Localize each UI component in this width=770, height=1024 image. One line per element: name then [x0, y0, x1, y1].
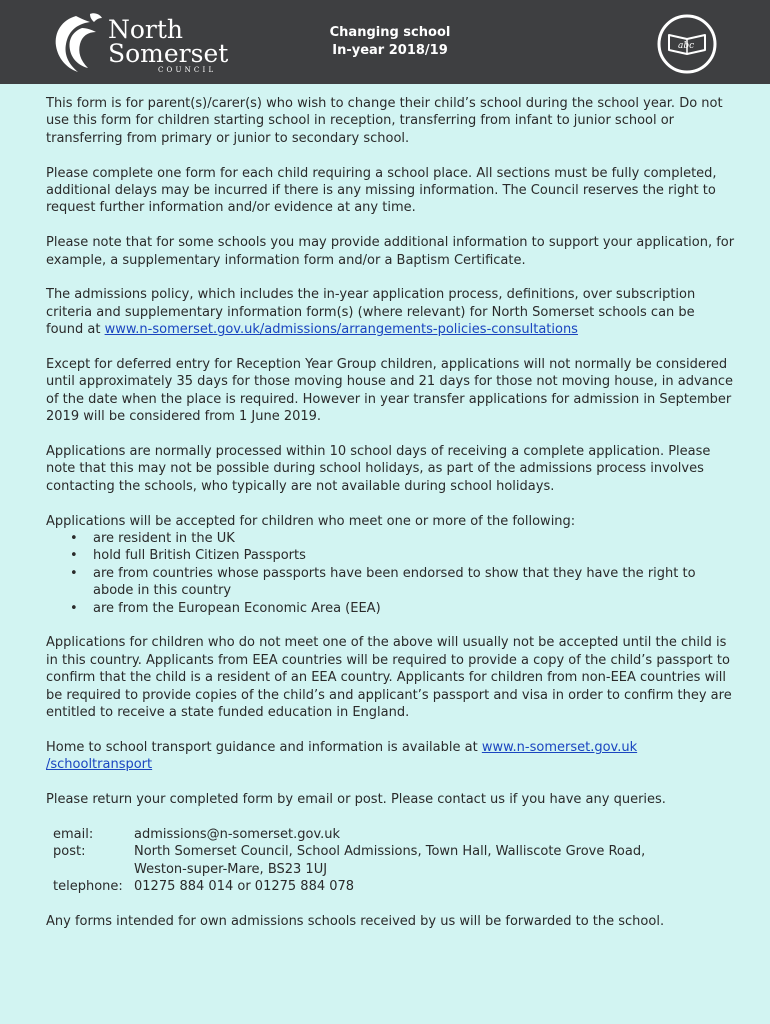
- list-item: • are from countries whose passports have been endorsed to show that they have the right to abode in this country: [46, 565, 736, 600]
- list-item: • are from the European Economic Area (EEA): [46, 600, 736, 617]
- paragraph-admissions-policy: [46, 286, 736, 338]
- post-label: post:: [53, 844, 86, 860]
- transport-link-part2[interactable]: /schooltransport: [46, 757, 153, 773]
- school-book-emblem-icon: [656, 13, 718, 75]
- paragraph-additional-info: Please note that for some schools you may provide additional information to support your application, for example, a supplementary information form and/or a Baptism Certificate.: [46, 235, 735, 268]
- email-label: email:: [53, 826, 94, 842]
- logo-swirl-icon: [46, 10, 108, 76]
- post-address-line1: North Somerset Council, School Admissions, Town Hall, Walliscote Grove Road,: [134, 844, 646, 860]
- paragraph-forwarding: Any forms intended for own admissions schools received by us will be forwarded to the school.: [46, 913, 665, 929]
- paragraph-complete-form: Please complete one form for each child requiring a school place. All sections must be fully completed, additional delays may be incurred if there is any missing information. The Council reserves the right to request further information and/or evidence at any time.: [46, 165, 717, 216]
- form-title-line1: Changing school: [329, 25, 451, 40]
- contact-row-post: [46, 843, 736, 878]
- emblem-text: abc: [678, 41, 695, 51]
- telephone-value: 01275 884 014 or 01275 884 078: [134, 879, 355, 895]
- paragraph-eligibility: Applications will be accepted for children who meet one or more of the following:: [46, 513, 576, 529]
- form-title-line2: In-year 2018/19: [332, 43, 448, 58]
- header-bar: [0, 0, 770, 84]
- transport-text: Home to school transport guidance and information is available at: [46, 739, 482, 755]
- contact-details: [46, 826, 736, 896]
- transport-link-part1[interactable]: www.n-somerset.gov.uk: [481, 739, 638, 755]
- paragraph-non-eligible: Applications for children who do not meet one of the above will usually not be accepted until the child is in this country. Applicants from EEA countries will be required to provide a copy of the child’s passport to confirm that the child is a resident of an EEA country. Applicants for children from non-EEA countries will be required to provide copies of the child’s and applicant’s passport and visa in order to confirm they are entitled to receive a state funded education in England.: [46, 635, 732, 721]
- contact-row-email: [46, 826, 736, 843]
- north-somerset-council-logo: [46, 8, 246, 78]
- admissions-policy-text: The admissions policy, which includes the in-year application process, definitions, over subscription criteria and supplementary information form(s) (where relevant) for North Somerset schools can be found at: [46, 287, 696, 338]
- paragraph-purpose: This form is for parent(s)/carer(s) who wish to change their child’s school during the school year. Do not use this form for children starting school in reception, transferring from infant to junior school or transferring from primary or junior to secondary school.: [46, 96, 723, 146]
- logo-name-line2: Somerset: [108, 39, 229, 68]
- list-item: • are resident in the UK: [46, 530, 736, 547]
- paragraph-timing: Except for deferred entry for Reception Year Group children, applications will not normally be considered until approximately 35 days for those moving house and 21 days for those not moving house, in advance of the date when the place is required. However in year transfer applications for admission in September 2019 will be considered from 1 June 2019.: [46, 357, 734, 425]
- logo-name-line1: North: [108, 15, 184, 44]
- post-address-line2: Weston-super-Mare, BS23 1UJ: [134, 861, 328, 877]
- eligibility-list: [46, 530, 736, 617]
- paragraph-transport: [46, 739, 736, 774]
- email-value: admissions@n-somerset.gov.uk: [134, 826, 341, 842]
- paragraph-return: Please return your completed form by email or post. Please contact us if you have any queries.: [46, 792, 666, 808]
- logo-council: COUNCIL: [158, 66, 217, 74]
- contact-row-telephone: [46, 878, 736, 895]
- paragraph-processing: Applications are normally processed within 10 school days of receiving a complete application. Please note that this may not be possible during school holidays, as part of the admissions process involves contacting the schools, who typically are not available during school holidays.: [46, 444, 711, 494]
- telephone-label: telephone:: [53, 879, 123, 895]
- form-intro-text: [46, 95, 736, 948]
- form-title: [290, 24, 490, 60]
- list-item: • hold full British Citizen Passports: [46, 547, 736, 564]
- post-value: [134, 843, 736, 878]
- admissions-policy-link[interactable]: www.n-somerset.gov.uk/admissions/arrangements-policies-consultations: [104, 322, 578, 338]
